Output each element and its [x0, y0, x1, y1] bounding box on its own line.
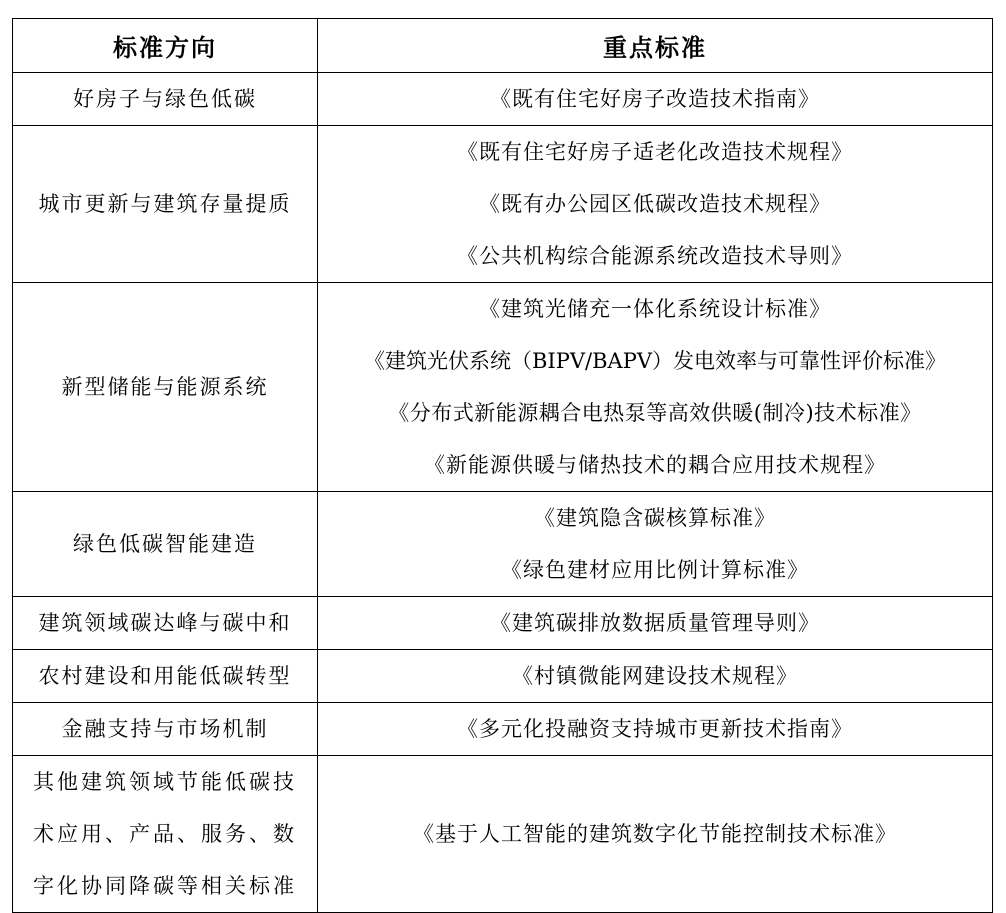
direction-cell — [13, 126, 318, 283]
table-row — [13, 492, 993, 597]
table-row — [13, 703, 993, 756]
table-row — [13, 283, 993, 492]
standard-item: 《村镇微能网建设技术规程》 — [512, 664, 798, 688]
standards-cell — [318, 283, 993, 492]
direction-cell — [13, 492, 318, 597]
standard-item: 《建筑光伏系统（BIPV/BAPV）发电效率与可靠性评价标准》 — [364, 349, 946, 373]
standards-cell — [318, 597, 993, 650]
standards-cell — [318, 126, 993, 283]
standards-cell — [318, 650, 993, 703]
standard-item: 《多元化投融资支持城市更新技术指南》 — [457, 717, 853, 741]
standard-item: 《分布式新能源耦合电热泵等高效供暖(制冷)技术标准》 — [388, 401, 922, 425]
direction-cell — [13, 703, 318, 756]
standard-item: 《新能源供暖与储热技术的耦合应用技术规程》 — [424, 453, 886, 477]
standard-item: 《既有办公园区低碳改造技术规程》 — [479, 192, 831, 216]
table-row — [13, 597, 993, 650]
direction-text: 字化协同降碳等相关标准 — [33, 874, 297, 898]
direction-text: 建筑领域碳达峰与碳中和 — [38, 611, 292, 635]
standards-cell — [318, 73, 993, 126]
direction-text: 好房子与绿色低碳 — [73, 87, 257, 111]
standard-item: 《公共机构综合能源系统改造技术导则》 — [457, 244, 853, 268]
table-row — [13, 73, 993, 126]
direction-text: 术应用、产品、服务、数 — [33, 822, 297, 846]
table-row — [13, 756, 993, 913]
standards-cell — [318, 756, 993, 913]
standards-table — [12, 18, 993, 913]
header-direction: 标准方向 — [13, 19, 318, 73]
direction-cell — [13, 283, 318, 492]
standard-item: 《绿色建材应用比例计算标准》 — [501, 558, 809, 582]
direction-text: 金融支持与市场机制 — [61, 717, 269, 741]
direction-text: 绿色低碳智能建造 — [73, 532, 257, 556]
table-row — [13, 650, 993, 703]
table-header-row — [13, 19, 993, 73]
direction-cell — [13, 650, 318, 703]
standards-cell — [318, 703, 993, 756]
direction-cell — [13, 73, 318, 126]
direction-text: 农村建设和用能低碳转型 — [38, 664, 292, 688]
direction-text: 新型储能与能源系统 — [61, 375, 269, 399]
standard-item: 《建筑光储充一体化系统设计标准》 — [479, 297, 831, 321]
standards-cell — [318, 492, 993, 597]
standard-item: 《建筑隐含碳核算标准》 — [534, 506, 776, 530]
header-standards: 重点标准 — [318, 19, 993, 73]
standard-item: 《既有住宅好房子适老化改造技术规程》 — [457, 140, 853, 164]
direction-cell — [13, 756, 318, 913]
standard-item: 《建筑碳排放数据质量管理导则》 — [490, 611, 820, 635]
standard-item: 《基于人工智能的建筑数字化节能控制技术标准》 — [413, 822, 897, 846]
direction-cell — [13, 597, 318, 650]
direction-text: 城市更新与建筑存量提质 — [38, 192, 292, 216]
table-row — [13, 126, 993, 283]
standard-item: 《既有住宅好房子改造技术指南》 — [490, 87, 820, 111]
direction-text: 其他建筑领域节能低碳技 — [33, 770, 297, 794]
